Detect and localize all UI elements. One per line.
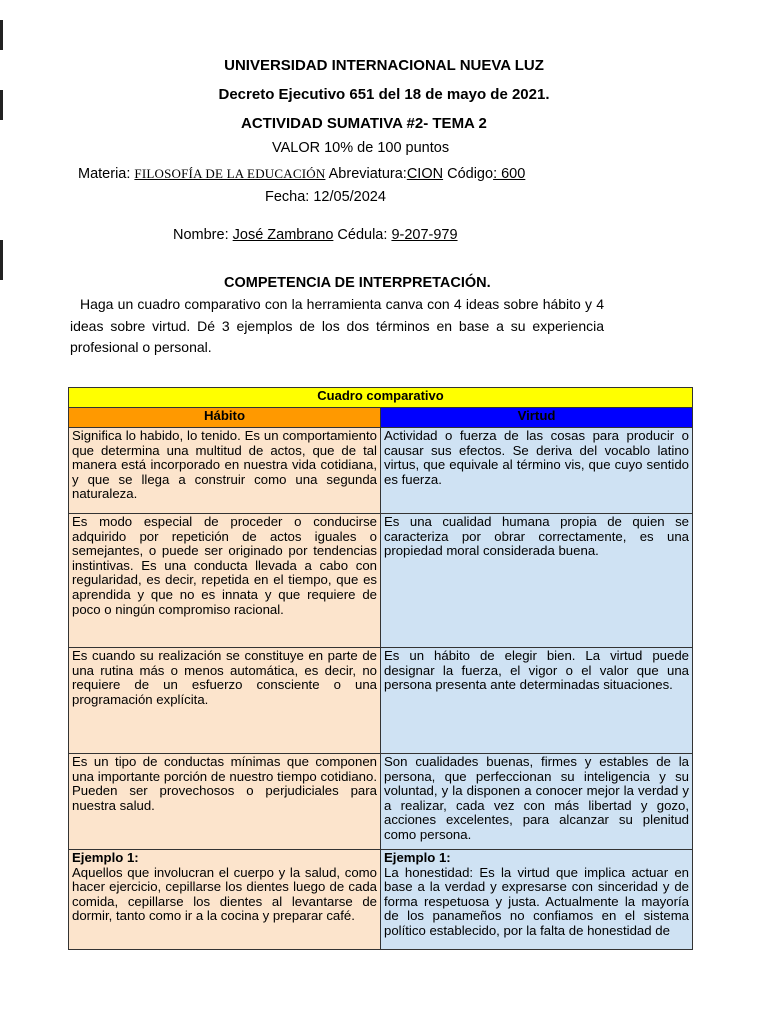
- example-habito-cell: [69, 850, 381, 950]
- value-line: VALOR 10% de 100 puntos: [272, 140, 450, 156]
- table-row: [69, 648, 693, 754]
- example-virtud-text: La honestidad: Es la virtud que implica actuar en base a la verdad y expresarse con sinceridad y de forma respetuosa y justa. Actualmente la mayoría de los panameños no confiamos en el sistema político establecido, por la falta de honestidad de: [384, 864, 690, 938]
- table-row: [69, 428, 693, 514]
- example-virtud-content: [384, 851, 689, 947]
- virtud-cell: Actividad o fuerza de las cosas para producir o causar sus efectos. Se deriva del vocablo latino virtus, que equivale al término vis, que cuyo sentido es fuerza.: [381, 428, 693, 514]
- table-row: [69, 514, 693, 648]
- table-row: [69, 850, 693, 950]
- code-label: Código: [443, 166, 494, 182]
- virtud-cell: Son cualidades buenas, firmes y estables de la persona, que perfeccionan su inteligencia y su voluntad, y la disponen a conocer mejor la verdad y a realizar, cada vez con más libertad y gozo, acciones excelentes, para alcanzar su plenitud como persona.: [381, 754, 693, 850]
- activity-title: ACTIVIDAD SUMATIVA #2- TEMA 2: [241, 115, 487, 132]
- section-title: COMPETENCIA DE INTERPRETACIÓN.: [224, 275, 491, 291]
- id-label: Cédula:: [333, 227, 392, 243]
- subject-line: [78, 166, 525, 182]
- instruction-paragraph: Haga un cuadro comparativo con la herramienta canva con 4 ideas sobre hábito y 4 ideas sobre virtud. Dé 3 ejemplos de los dos términos en base a su experiencia profesional o personal.: [70, 296, 604, 355]
- comparison-table: [68, 387, 693, 950]
- table-row: [69, 754, 693, 850]
- habito-cell: Significa lo habido, lo tenido. Es un comportamiento que determina una multitud de actos, que de tal manera está incorporado en nuestra vida cotidiana, y que se llega a construir como una segunda naturaleza.: [69, 428, 381, 514]
- column-header-habito: Hábito: [69, 408, 381, 428]
- abbr-label: Abreviatura:: [325, 166, 407, 182]
- table-title: Cuadro comparativo: [69, 388, 693, 408]
- example-virtud-label: Ejemplo 1:: [384, 851, 451, 865]
- virtud-cell: Es un hábito de elegir bien. La virtud puede designar la fuerza, el vigor o el valor que una persona presenta ante determinadas situaciones.: [381, 648, 693, 754]
- example-habito-label: Ejemplo 1:: [72, 851, 139, 865]
- example-virtud-cell: [381, 850, 693, 950]
- name-label: Nombre:: [173, 227, 233, 243]
- habito-cell: Es un tipo de conductas mínimas que componen una importante porción de nuestro tiempo cotidiano. Pueden ser provechosos o perjudiciales para nuestra salud.: [69, 754, 381, 850]
- decree-line: Decreto Ejecutivo 651 del 18 de mayo de 2021.: [218, 86, 550, 103]
- virtud-cell: Es una cualidad humana propia de quien se caracteriza por obrar correctamente, es una propiedad moral considerada buena.: [381, 514, 693, 648]
- university-title: UNIVERSIDAD INTERNACIONAL NUEVA LUZ: [224, 57, 544, 74]
- code-value: : 600: [493, 166, 526, 182]
- page-edge-mark: [0, 20, 3, 50]
- subject-value: FILOSOFÍA DE LA EDUCACIÓN: [134, 166, 326, 181]
- id-value: 9-207-979: [391, 227, 458, 243]
- column-header-virtud: Virtud: [381, 408, 693, 428]
- subject-label: Materia:: [78, 166, 135, 182]
- page-edge-mark: [0, 240, 3, 280]
- name-value: José Zambrano: [232, 227, 334, 243]
- habito-cell: Es modo especial de proceder o conducirse adquirido por repetición de actos iguales o semejantes, o puede ser originado por tendencias instintivas. Es una conducta llevada a cabo con regularidad, es decir, repetida en el tiempo, que es aprendida y que no es innata y que requiere de poco o ningún compromiso racional.: [69, 514, 381, 648]
- student-line: [173, 227, 458, 243]
- habito-cell: Es cuando su realización se constituye en parte de una rutina más o menos automática, es decir, no requiere de un esfuerzo consciente o una programación explícita.: [69, 648, 381, 754]
- date-line: Fecha: 12/05/2024: [265, 189, 386, 205]
- example-habito-text: Aquellos que involucran el cuerpo y la salud, como hacer ejercicio, cepillarse los dientes luego de cada comida, cepillarse los dientes al levantarse de dormir, tanto como ir a la cocina y preparar café.: [72, 864, 377, 924]
- example-habito-content: [72, 851, 377, 947]
- abbr-value: CION: [406, 166, 444, 182]
